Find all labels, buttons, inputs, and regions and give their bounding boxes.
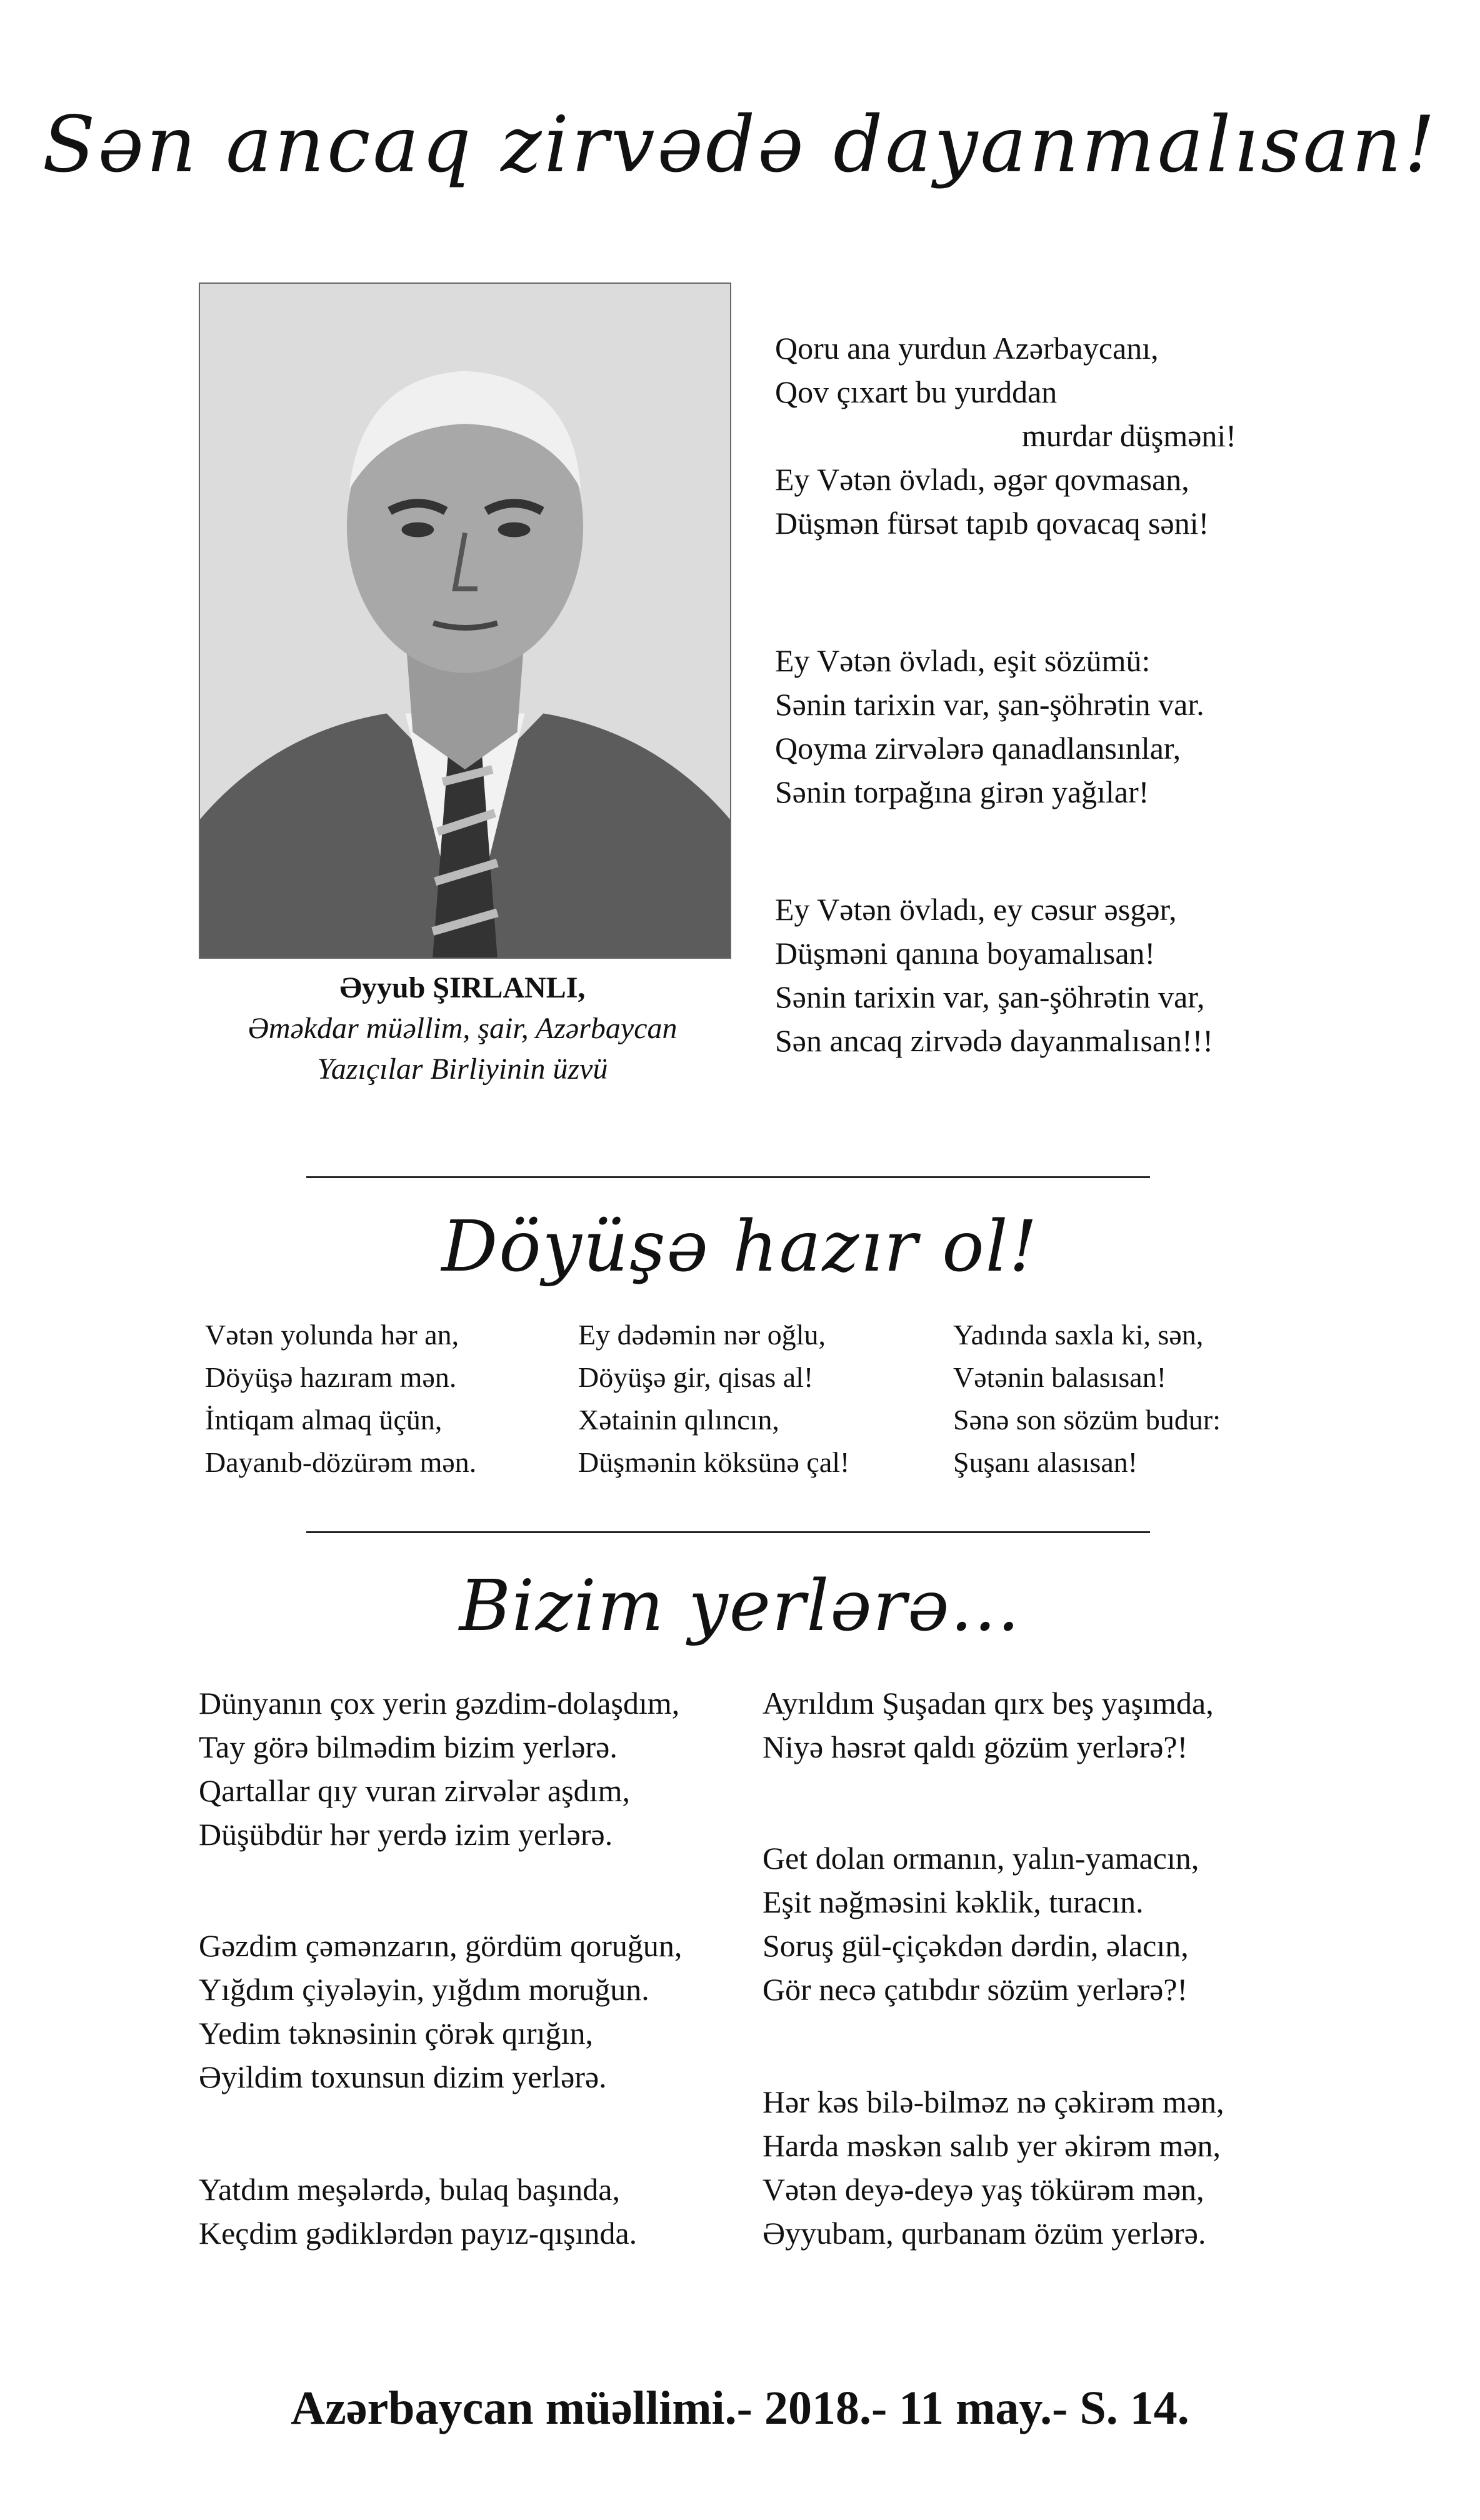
- poem3-right-stanza-1: [762, 1681, 1214, 1769]
- poem-line: Əyildim toxunsun dizim yerlərə.: [199, 2059, 607, 2094]
- poem1-stanza-3: [775, 888, 1213, 1062]
- poem-line: Vətən deyə-deyə yaş tökürəm mən,: [762, 2172, 1204, 2207]
- poem3-left-stanza-2: [199, 1924, 682, 2099]
- poem-line: Sənin tarixin var, şan-şöhrətin var.: [775, 687, 1204, 722]
- poem-line: Yedim təknəsinin çörək qırığın,: [199, 2016, 593, 2051]
- poem-line: Yığdım çiyələyin, yığdım moruğun.: [199, 1972, 649, 2007]
- author-role-line1: Əməkdar müəllim, şair, Azərbaycan: [248, 1012, 678, 1045]
- poem-line: Döyüşə gir, qisas al!: [578, 1361, 814, 1393]
- poem-line: murdar düşməni!: [1022, 418, 1236, 453]
- poem-line: Düşmənin köksünə çal!: [578, 1446, 850, 1478]
- poem-line: Keçdim gədiklərdən payız-qışında.: [199, 2216, 638, 2251]
- poem-line: Döyüşə hazıram mən.: [205, 1361, 457, 1393]
- poem-line: Ey Vətən övladı, ey cəsur əsgər,: [775, 892, 1177, 927]
- poem-line: Gəzdim çəmənzarın, gördüm qoruğun,: [199, 1928, 682, 1963]
- poem2-column-2: [578, 1314, 849, 1484]
- poem-line: Dünyanın çox yerin gəzdim-dolaşdım,: [199, 1686, 680, 1721]
- section-divider: [306, 1531, 1150, 1533]
- poem3-left-stanza-3: [199, 2168, 637, 2255]
- poem-line: Qoyma zirvələrə qanadlansınlar,: [775, 731, 1181, 766]
- poem-line: Sənin tarixin var, şan-şöhrətin var,: [775, 979, 1205, 1014]
- author-role-line2: Yazıçılar Birliyinin üzvü: [317, 1052, 608, 1086]
- poem-line: Tay görə bilmədim bizim yerlərə.: [199, 1729, 618, 1764]
- poem2-column-1: [205, 1314, 476, 1484]
- section-divider: [306, 1176, 1150, 1178]
- poem-line: İntiqam almaq üçün,: [205, 1404, 442, 1436]
- poem-line: Qartallar qıy vuran zirvələr aşdım,: [199, 1773, 630, 1808]
- poem-line: Ayrıldım Şuşadan qırx beş yaşımda,: [762, 1686, 1214, 1721]
- poem-line: Sənə son sözüm budur:: [953, 1404, 1221, 1436]
- poem-line: Ey Vətən övladı, eşit sözümü:: [775, 643, 1151, 678]
- poem-line: Eşit nəğməsini kəklik, turacın.: [762, 1884, 1144, 1919]
- poem-line: Ey Vətən övladı, əgər qovmasan,: [775, 462, 1189, 497]
- poem-line: Dayanıb-dözürəm mən.: [205, 1446, 477, 1478]
- poem2-column-3: [953, 1314, 1221, 1484]
- poem-line: Ey dədəmin nər oğlu,: [578, 1319, 826, 1351]
- poem-line: Yatdım meşələrdə, bulaq başında,: [199, 2172, 620, 2207]
- poem-line: Şuşanı alasısan!: [953, 1446, 1138, 1478]
- author-portrait: [199, 282, 731, 959]
- poem-line: Sənin torpağına girən yağılar!: [775, 774, 1149, 809]
- poem-line: Soruş gül-çiçəkdən dərdin, əlacın,: [762, 1928, 1189, 1963]
- poem-line: Yadında saxla ki, sən,: [953, 1319, 1204, 1351]
- poem-line: Düşməni qanına boyamalısan!: [775, 936, 1156, 971]
- poem-line: Hər kəs bilə-bilməz nə çəkirəm mən,: [762, 2084, 1224, 2119]
- poem-line: Harda məskən salıb yer əkirəm mən,: [762, 2128, 1221, 2163]
- poem-line: Gör necə çatıbdır sözüm yerlərə?!: [762, 1972, 1188, 2007]
- author-name: Əyyub ŞIRLANLI,: [339, 971, 586, 1004]
- poem-title-1: Sən ancaq zirvədə dayanmalısan!: [42, 100, 1438, 190]
- poem1-stanza-2: [775, 639, 1204, 814]
- poem-title-3: Bizim yerlərə...: [459, 1566, 1021, 1647]
- poem-line: Vətənin balasısan!: [953, 1361, 1167, 1393]
- poem-line: Niyə həsrət qaldı gözüm yerlərə?!: [762, 1729, 1188, 1764]
- poem-line: Qoru ana yurdun Azərbaycanı,: [775, 331, 1159, 366]
- poem-line: Sən ancaq zirvədə dayanmalısan!!!: [775, 1023, 1214, 1058]
- poem-line: Düşübdür hər yerdə izim yerlərə.: [199, 1817, 613, 1852]
- poem-title-2: Döyüşə hazır ol!: [441, 1206, 1039, 1288]
- poem3-right-stanza-3: [762, 2080, 1224, 2255]
- source-citation: Azərbaycan müəllimi.- 2018.- 11 may.- S. 14.: [291, 2382, 1189, 2434]
- poem1-stanza-1: [775, 326, 1236, 545]
- poem-line: Əyyubam, qurbanam özüm yerlərə.: [762, 2216, 1206, 2251]
- poem3-right-stanza-2: [762, 1836, 1199, 2011]
- poem-line: Düşmən fürsət tapıb qovacaq səni!: [775, 506, 1209, 541]
- poem-line: Xətainin qılıncın,: [578, 1404, 779, 1436]
- poem3-left-stanza-1: [199, 1681, 679, 1856]
- poem-line: Vətən yolunda hər an,: [205, 1319, 459, 1351]
- poem-line: Get dolan ormanın, yalın-yamacın,: [762, 1841, 1199, 1876]
- poem-line: Qov çıxart bu yurddan: [775, 374, 1058, 409]
